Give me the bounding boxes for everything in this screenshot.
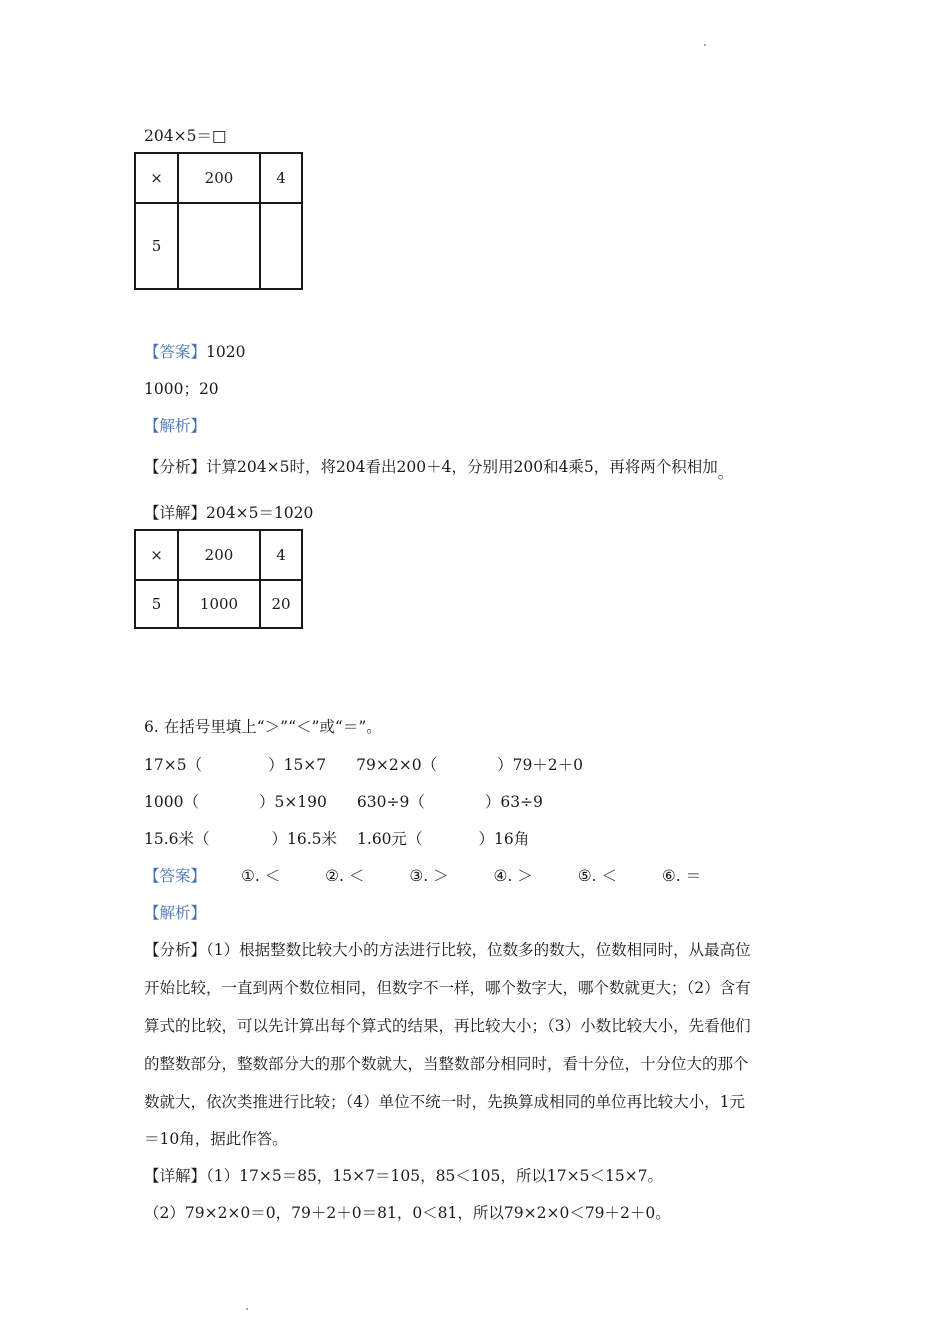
equation-204x5: 204×5＝□: [144, 127, 227, 145]
compare-left: 1.60元（: [357, 830, 423, 848]
fenxi-paragraph-line: 数就大，依次类推进行比较；（4）单位不统一时，先换算成相同的单位再比较大小，1元: [144, 1093, 745, 1111]
corner-dot-top: [704, 44, 706, 46]
table-cell: [260, 203, 302, 289]
multiplication-table-empty: [134, 152, 303, 290]
table-cell: ×: [135, 530, 178, 580]
answer-item: ⑤. ＜: [577, 867, 617, 885]
table-cell: [178, 203, 260, 289]
answer-value: 1020: [206, 343, 246, 361]
answer-item: ②. ＜: [325, 867, 365, 885]
analysis-label: 【解析】: [144, 417, 207, 435]
compare-left: 79×2×0（: [356, 756, 438, 774]
compare-right: ）16.5米: [271, 830, 338, 848]
xiangjie-label: 【详解】: [144, 1167, 207, 1185]
compare-right: ）79＋2＋0: [497, 756, 584, 774]
answer-item: ④. ＞: [493, 867, 533, 885]
fenxi-label: 【分析】: [144, 458, 207, 476]
fenxi-paragraph-line: 开始比较，一直到两个数位相同，但数字不一样，哪个数字大，哪个数就更大；（2）含有: [144, 979, 751, 997]
table-cell: 200: [178, 530, 260, 580]
multiplication-table-filled: [134, 529, 303, 629]
answer-line: [144, 340, 245, 362]
xiangjie-line-2: （2）79×2×0＝0，79＋2＋0＝81，0＜81，所以79×2×0＜79＋2＋0。: [144, 1204, 671, 1222]
answer-item: ③. ＞: [409, 867, 449, 885]
table-cell: 20: [260, 580, 302, 628]
compare-right: ）5×190: [258, 793, 327, 811]
answer-label: 【答案】: [144, 867, 207, 885]
table-cell: 200: [178, 153, 260, 203]
fenxi-end: 。: [717, 464, 734, 482]
compare-left: 630÷9（: [356, 793, 425, 811]
question-6-title: 6. 在括号里填上“＞”“＜”或“＝”。: [144, 718, 382, 736]
answer-label: 【答案】: [144, 343, 207, 361]
xiangjie-text: 204×5＝1020: [206, 504, 314, 522]
compare-row: [144, 790, 543, 812]
table-cell: 5: [135, 203, 178, 289]
xiangjie-text: （1）17×5＝85，15×7＝105，85＜105，所以17×5＜15×7。: [206, 1167, 664, 1185]
compare-right: ）16角: [478, 830, 530, 848]
compare-row: [144, 753, 583, 775]
compare-right: ）63÷9: [484, 793, 543, 811]
fenxi-paragraph-line: 的整数部分，整数部分大的那个数就大，当整数部分相同时，看十分位，十分位大的那个: [144, 1055, 749, 1073]
fenxi-text: （1）根据整数比较大小的方法进行比较，位数多的数大，位数相同时，从最高位: [206, 941, 751, 959]
fenxi-text: 计算204×5时，将204看出200＋4，分别用200和4乘5，再将两个积相加: [206, 458, 718, 476]
table-cell: 5: [135, 580, 178, 628]
fenxi-paragraph-line: ＝10角，据此作答。: [144, 1130, 288, 1148]
xiangjie-label: 【详解】: [144, 504, 207, 522]
table-cell: 1000: [178, 580, 260, 628]
answer-item: ⑥. ＝: [661, 867, 702, 885]
table-cell: ×: [135, 153, 178, 203]
fenxi-label: 【分析】: [144, 941, 207, 959]
answer-item: ①. ＜: [240, 867, 281, 885]
table-cell: 4: [260, 530, 302, 580]
compare-left: 17×5（: [144, 756, 203, 774]
answer-line-q6: [144, 864, 701, 886]
compare-right: ）15×7: [268, 756, 327, 774]
fenxi-line: [144, 455, 734, 482]
fenxi-paragraph-line: [144, 938, 751, 960]
answer-line-2: 1000；20: [144, 380, 219, 398]
xiangjie-line: [144, 501, 313, 523]
corner-dot-bottom: [246, 1308, 248, 1310]
analysis-label: 【解析】: [144, 904, 207, 922]
xiangjie-line: [144, 1164, 663, 1186]
compare-left: 15.6米（: [144, 830, 210, 848]
fenxi-paragraph-line: 算式的比较，可以先计算出每个算式的结果，再比较大小；（3）小数比较大小，先看他们: [144, 1017, 751, 1035]
compare-row: [144, 827, 529, 849]
table-cell: 4: [260, 153, 302, 203]
compare-left: 1000（: [144, 793, 199, 811]
